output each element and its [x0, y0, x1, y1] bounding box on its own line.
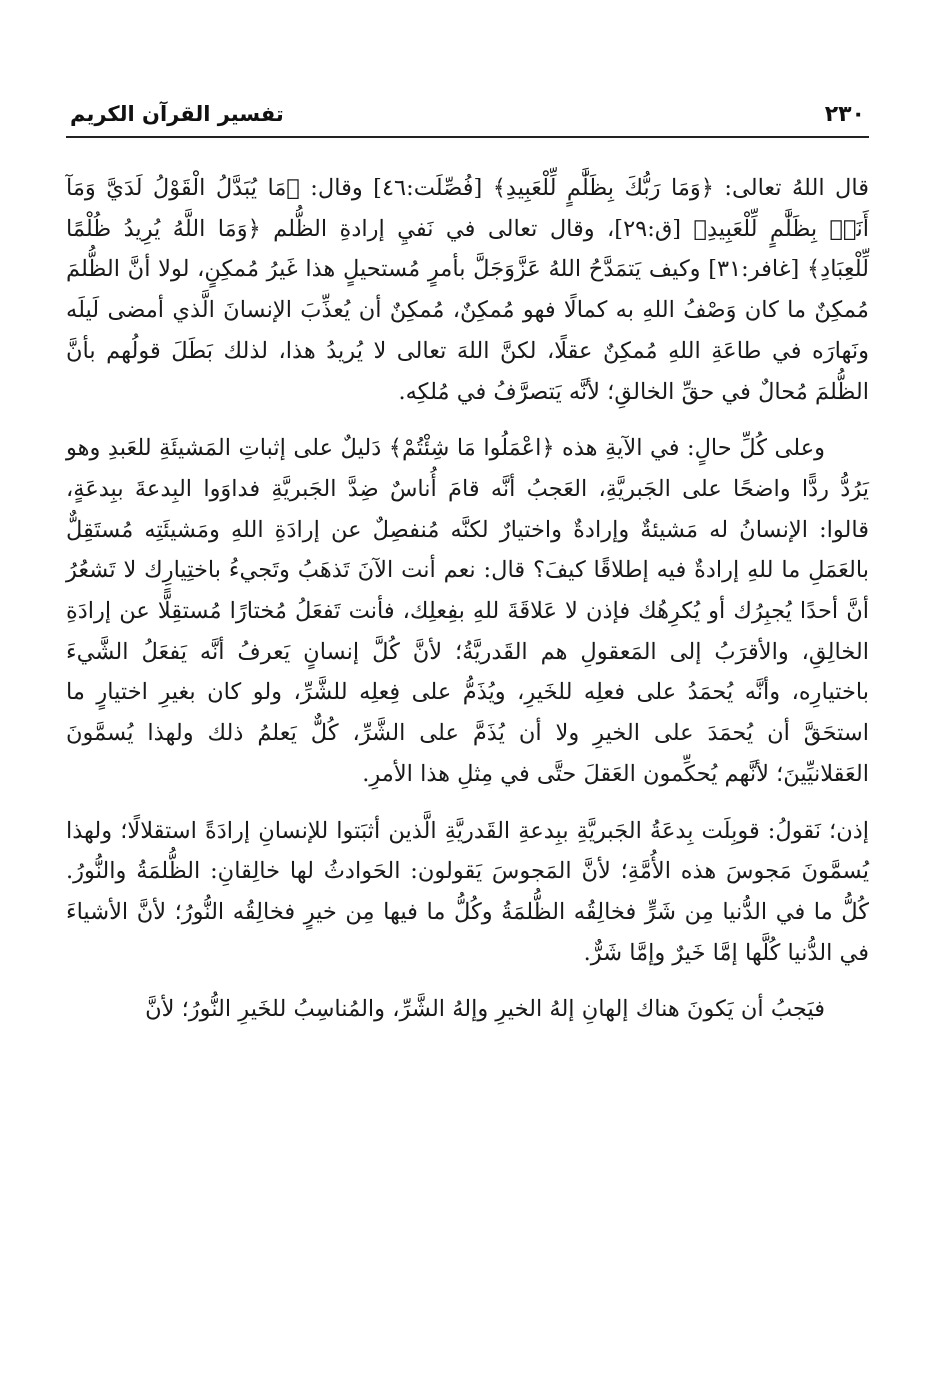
header-rule [66, 136, 869, 138]
paragraph-1: قال اللهُ تعالى: ﴿وَمَا رَبُّكَ بِظَلَّٰمٍ لِّلْعَبِيدِ﴾ [فُصِّلَت:٤٦] وقال: ﴿مَا يُبَدَّلُ الْقَوْلُ لَدَيَّ وَمَآ أَنَا۠ بِظَلَّٰمٍ لِّلْعَبِيدِ﴾ [ق:٢٩]، وقال تعالى في نَفيِ إرادةِ الظُّلم ﴿وَمَا اللَّهُ يُرِيدُ ظُلْمًا لِّلْعِبَادِ﴾ [غافر:٣١] وكيف يَتمَدَّحُ اللهُ عَزَّوَجَلَّ بأمرٍ مُستحيلٍ هذا غَيرُ مُمكِنٍ، لولا أنَّ الظُّلمَ مُمكِنٌ ما كان وَصْفُ اللهِ به كمالًا فهو مُمكِنٌ، مُمكِنٌ أن يُعذِّبَ الإنسانَ الَّذي أمضى لَيلَه ونَهارَه في طاعَةِ اللهِ مُمكِنٌ عقلًا، لكنَّ اللهَ تعالى لا يُريدُ هذا، لذلك بَطَلَ قولُهم بأنَّ الظُّلمَ مُحالٌ في حقِّ الخالقِ؛ لأنَّه يَتصرَّفُ في مُلكِه. [66, 175, 869, 405]
running-title: تفسير القرآن الكريم [70, 102, 284, 126]
paragraph-2: وعلى كُلِّ حالٍ: في الآيةِ هذه ﴿اعْمَلُوا مَا شِئْتُمْ﴾ دَليلٌ على إثباتِ المَشيئَةِ للعَبدِ وهو يَرُدُّ ردًّا واضحًا على الجَبريَّةِ، العَجبُ أنَّه قامَ أُناسٌ ضِدَّ الجَبريَّةِ فداوَوا البِدعةَ ببِدعَةٍ، قالوا: الإنسانُ له مَشيئةٌ وإرادةٌ واختيارٌ لكنَّه مُنفصِلٌ عن إرادَةِ اللهِ ومَشيئَتِه مُستَقِلٌّ بالعَمَلِ ما للهِ إرادةٌ فيه إطلاقًا كيفَ؟ قال: نعم أنت الآنَ تَذهَبُ وتَجيءُ باختِيارِك لا تَشعُرُ أنَّ أحدًا يُجبِرُك أو يُكرِهُك فإذن لا عَلاقَةَ للهِ بفِعلِك، فأنت تَفعَلُ مُختارًا مُستقِلًّا عن إرادَةِ الخالِقِ، والأقرَبُ إلى المَعقولِ هم القَدريَّةُ؛ لأنَّ كُلَّ إنسانٍ يَعرفُ أنَّه يَفعَلُ الشَّيءَ باختيارِه، وأنَّه يُحمَدُ على فعلِه للخَيرِ، ويُذَمُّ على فِعلِه للشَّرِّ، ولو كان بغيرِ اختيارٍ ما استحَقَّ أن يُحمَدَ على الخيرِ ولا أن يُذَمَّ على الشَّرِّ، كُلٌّ يَعلمُ ذلك ولهذا يُسمَّونَ العَقلانيِّينَ؛ لأنَّهم يُحكِّمون العَقلَ حتَّى في مِثلِ هذا الأمرِ. [66, 435, 869, 787]
body-text [66, 168, 869, 1046]
paragraph-3: إذن؛ نَقولُ: قوبِلَت بِدعَةُ الجَبريَّةِ ببِدعةِ القَدريَّةِ الَّذين أثبَتوا للإنسانِ إرادَةً استقلالًا؛ ولهذا يُسمَّونَ مَجوسَ هذه الأُمَّةِ؛ لأنَّ المَجوسَ يَقولون: الحَوادثُ لها خالِقانِ: الظُّلمَةُ والنُّورُ. كُلُّ ما في الدُّنيا مِن شَرٍّ فخالِقُه الظُّلمَةُ وكُلُّ ما فيها مِن خيرٍ فخالِقُه النُّورُ؛ لأنَّ الأشياءَ في الدُّنيا كُلَّها إمَّا خَيرٌ وإمَّا شَرٌّ. [66, 817, 869, 966]
paragraph-4: فيَجبُ أن يَكونَ هناك إلهانِ إلهُ الخيرِ وإلهُ الشَّرِّ، والمُناسِبُ للخَيرِ النُّورُ؛ لأنَّ [145, 996, 825, 1023]
page-header [66, 98, 869, 134]
page-number: ٢٣٠ [824, 102, 865, 127]
